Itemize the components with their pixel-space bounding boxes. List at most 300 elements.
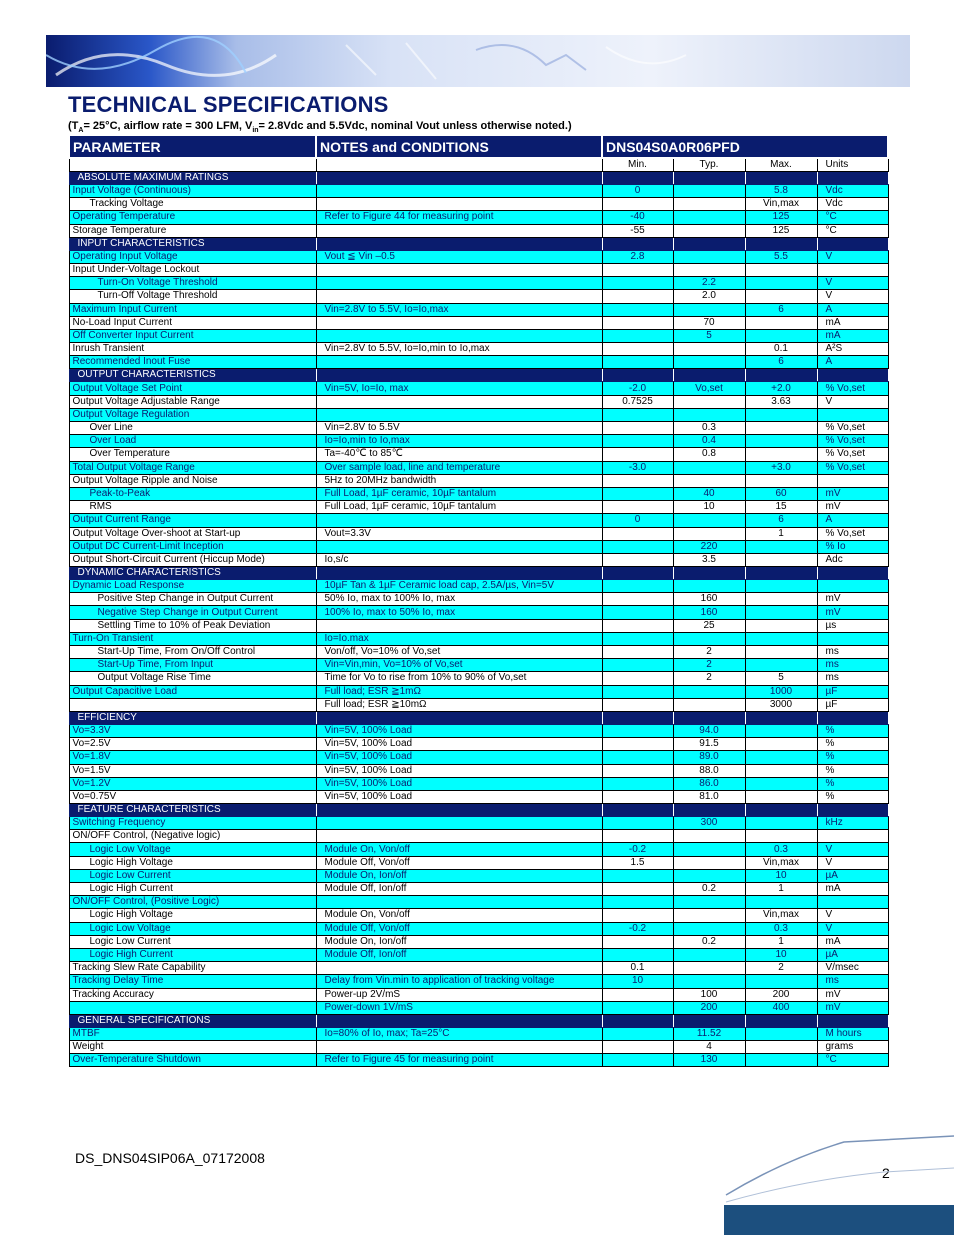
units-cell: V bbox=[817, 909, 888, 922]
typ-cell: 100 bbox=[673, 988, 745, 1001]
section-cell bbox=[673, 804, 745, 817]
units-cell bbox=[817, 408, 888, 421]
section-header-row bbox=[69, 804, 888, 817]
notes-cell: Vin=5V, 100% Load bbox=[316, 751, 602, 764]
table-row bbox=[69, 777, 888, 790]
col-max: Max. bbox=[745, 158, 817, 172]
table-row bbox=[69, 540, 888, 553]
table-row bbox=[69, 501, 888, 514]
notes-cell bbox=[316, 277, 602, 290]
param-cell: Output Voltage Over-shoot at Start-up bbox=[69, 527, 316, 540]
units-cell: °C bbox=[817, 211, 888, 224]
col-model: DNS04S0A0R06PFD bbox=[602, 135, 888, 158]
notes-cell bbox=[316, 198, 602, 211]
table-row bbox=[69, 527, 888, 540]
notes-cell: Io=Io,min to Io,max bbox=[316, 435, 602, 448]
notes-cell: Vin=2.8V to 5.5V, Io=Io,min to Io,max bbox=[316, 343, 602, 356]
param-cell: Input Voltage (Continuous) bbox=[69, 185, 316, 198]
table-row bbox=[69, 198, 888, 211]
units-cell: µs bbox=[817, 619, 888, 632]
max-cell: 5.5 bbox=[745, 250, 817, 263]
param-cell: Weight bbox=[69, 1041, 316, 1054]
typ-cell: 2 bbox=[673, 646, 745, 659]
min-cell: 0 bbox=[602, 185, 673, 198]
section-cell bbox=[316, 237, 602, 250]
units-cell: A bbox=[817, 514, 888, 527]
min-cell bbox=[602, 646, 673, 659]
param-cell: Logic High Current bbox=[69, 883, 316, 896]
max-cell: 15 bbox=[745, 501, 817, 514]
units-cell: V bbox=[817, 922, 888, 935]
units-cell: Adc bbox=[817, 553, 888, 566]
typ-cell bbox=[673, 343, 745, 356]
units-cell: V bbox=[817, 250, 888, 263]
min-cell bbox=[602, 935, 673, 948]
typ-cell bbox=[673, 474, 745, 487]
table-row bbox=[69, 764, 888, 777]
units-cell: V/msec bbox=[817, 962, 888, 975]
units-cell: % Vo,set bbox=[817, 382, 888, 395]
section-cell bbox=[316, 172, 602, 185]
units-cell: % Vo,set bbox=[817, 435, 888, 448]
notes-cell: Io=80% of Io, max; Ta=25°C bbox=[316, 1027, 602, 1040]
max-cell bbox=[745, 448, 817, 461]
notes-cell: Module Off, Ion/off bbox=[316, 883, 602, 896]
min-cell: -0.2 bbox=[602, 843, 673, 856]
table-row bbox=[69, 408, 888, 421]
typ-cell: 0.4 bbox=[673, 435, 745, 448]
table-row bbox=[69, 856, 888, 869]
units-cell: mV bbox=[817, 988, 888, 1001]
units-cell: V bbox=[817, 277, 888, 290]
param-cell bbox=[69, 698, 316, 711]
table-row bbox=[69, 948, 888, 961]
typ-cell bbox=[673, 395, 745, 408]
section-cell bbox=[817, 1014, 888, 1027]
units-cell: ms bbox=[817, 659, 888, 672]
typ-cell: 70 bbox=[673, 316, 745, 329]
typ-cell bbox=[673, 250, 745, 263]
notes-cell: Time for Vo to rise from 10% to 90% of Vo,set bbox=[316, 672, 602, 685]
min-cell bbox=[602, 356, 673, 369]
notes-cell: 10µF Tan & 1µF Ceramic load cap, 2.5A/µs, Vin=5V bbox=[316, 580, 602, 593]
max-cell: 60 bbox=[745, 487, 817, 500]
max-cell: Vin,max bbox=[745, 909, 817, 922]
max-cell bbox=[745, 1041, 817, 1054]
table-row bbox=[69, 593, 888, 606]
table-row bbox=[69, 250, 888, 263]
notes-cell: Full Load, 1µF ceramic, 10µF tantalum bbox=[316, 487, 602, 500]
param-cell: No-Load Input Current bbox=[69, 316, 316, 329]
notes-cell bbox=[316, 356, 602, 369]
min-cell bbox=[602, 198, 673, 211]
min-cell bbox=[602, 724, 673, 737]
typ-cell: 300 bbox=[673, 817, 745, 830]
notes-cell bbox=[316, 395, 602, 408]
section-header-row bbox=[69, 567, 888, 580]
max-cell: 125 bbox=[745, 211, 817, 224]
table-row bbox=[69, 329, 888, 342]
min-cell bbox=[602, 909, 673, 922]
table-row bbox=[69, 698, 888, 711]
notes-cell bbox=[316, 408, 602, 421]
table-row bbox=[69, 659, 888, 672]
param-cell: Recommended Inout Fuse bbox=[69, 356, 316, 369]
min-cell bbox=[602, 738, 673, 751]
typ-cell bbox=[673, 198, 745, 211]
min-cell: 2.8 bbox=[602, 250, 673, 263]
section-title: FEATURE CHARACTERISTICS bbox=[69, 804, 316, 817]
min-cell bbox=[602, 988, 673, 1001]
notes-cell: Power-down 1V/mS bbox=[316, 1001, 602, 1014]
table-row bbox=[69, 435, 888, 448]
table-row bbox=[69, 211, 888, 224]
max-cell: 10 bbox=[745, 869, 817, 882]
param-cell: Turn-On Transient bbox=[69, 632, 316, 645]
units-cell: A bbox=[817, 303, 888, 316]
table-row bbox=[69, 461, 888, 474]
param-cell: Logic High Voltage bbox=[69, 856, 316, 869]
section-cell bbox=[673, 237, 745, 250]
section-cell bbox=[745, 711, 817, 724]
notes-cell: Vin=Vin,min, Vo=10% of Vo,set bbox=[316, 659, 602, 672]
typ-cell: 0.2 bbox=[673, 883, 745, 896]
units-cell: % Vo,set bbox=[817, 448, 888, 461]
min-cell bbox=[602, 1001, 673, 1014]
max-cell bbox=[745, 263, 817, 276]
min-cell bbox=[602, 1054, 673, 1067]
units-cell: µF bbox=[817, 685, 888, 698]
max-cell bbox=[745, 896, 817, 909]
max-cell bbox=[745, 830, 817, 843]
param-cell: Output Voltage Rise Time bbox=[69, 672, 316, 685]
param-cell: Logic Low Current bbox=[69, 935, 316, 948]
section-cell bbox=[817, 711, 888, 724]
param-cell: Start-Up Time, From Input bbox=[69, 659, 316, 672]
max-cell: 6 bbox=[745, 356, 817, 369]
param-cell: Output Voltage Ripple and Noise bbox=[69, 474, 316, 487]
notes-cell: Vin=5V, 100% Load bbox=[316, 777, 602, 790]
typ-cell bbox=[673, 408, 745, 421]
min-cell bbox=[602, 1041, 673, 1054]
units-cell bbox=[817, 830, 888, 843]
max-cell bbox=[745, 632, 817, 645]
units-cell: kHz bbox=[817, 817, 888, 830]
typ-cell bbox=[673, 843, 745, 856]
max-cell: 0.3 bbox=[745, 843, 817, 856]
section-title: ABSOLUTE MAXIMUM RATINGS bbox=[69, 172, 316, 185]
typ-cell bbox=[673, 356, 745, 369]
section-cell bbox=[602, 567, 673, 580]
notes-cell: 5Hz to 20MHz bandwidth bbox=[316, 474, 602, 487]
param-cell: Storage Temperature bbox=[69, 224, 316, 237]
table-row bbox=[69, 303, 888, 316]
typ-cell bbox=[673, 698, 745, 711]
notes-cell: Module Off, Von/off bbox=[316, 922, 602, 935]
units-cell: % Vo,set bbox=[817, 527, 888, 540]
min-cell: -55 bbox=[602, 224, 673, 237]
typ-cell: 0.3 bbox=[673, 422, 745, 435]
max-cell: 400 bbox=[745, 1001, 817, 1014]
section-cell bbox=[817, 567, 888, 580]
notes-cell: Vin=5V, 100% Load bbox=[316, 790, 602, 803]
param-cell: Tracking Slew Rate Capability bbox=[69, 962, 316, 975]
typ-cell bbox=[673, 869, 745, 882]
table-row bbox=[69, 553, 888, 566]
units-cell: µF bbox=[817, 698, 888, 711]
units-cell: % bbox=[817, 790, 888, 803]
notes-cell: Vin=2.8V to 5.5V bbox=[316, 422, 602, 435]
col-units: Units bbox=[817, 158, 888, 172]
param-cell: Positive Step Change in Output Current bbox=[69, 593, 316, 606]
typ-cell bbox=[673, 185, 745, 198]
test-conditions: ($T_A= 25^\circ C$, airflow rate = 300 LFM, $V_{in}= 2.8Vdc$ and 5.5Vdc, nominal Vout unless otherwise noted.) bbox=[68, 120, 572, 135]
param-cell: Logic High Voltage bbox=[69, 909, 316, 922]
max-cell bbox=[745, 1054, 817, 1067]
notes-cell: 50% Io, max to 100% Io, max bbox=[316, 593, 602, 606]
table-row bbox=[69, 975, 888, 988]
table-row bbox=[69, 724, 888, 737]
units-cell: mV bbox=[817, 1001, 888, 1014]
typ-cell bbox=[673, 263, 745, 276]
min-cell bbox=[602, 277, 673, 290]
section-cell bbox=[316, 567, 602, 580]
section-cell bbox=[316, 1014, 602, 1027]
units-cell: A bbox=[817, 356, 888, 369]
section-cell bbox=[602, 237, 673, 250]
min-cell bbox=[602, 553, 673, 566]
max-cell: 6 bbox=[745, 514, 817, 527]
min-cell bbox=[602, 487, 673, 500]
param-cell: Input Under-Voltage Lockout bbox=[69, 263, 316, 276]
max-cell: 0.1 bbox=[745, 343, 817, 356]
notes-cell: Io,s/c bbox=[316, 553, 602, 566]
max-cell bbox=[745, 751, 817, 764]
max-cell bbox=[745, 975, 817, 988]
typ-cell bbox=[673, 211, 745, 224]
section-cell bbox=[316, 369, 602, 382]
notes-cell: Full Load, 1µF ceramic, 10µF tantalum bbox=[316, 501, 602, 514]
typ-cell bbox=[673, 514, 745, 527]
table-row bbox=[69, 474, 888, 487]
min-cell: 0.1 bbox=[602, 962, 673, 975]
typ-cell bbox=[673, 922, 745, 935]
notes-cell: Module Off, Von/off bbox=[316, 856, 602, 869]
min-cell bbox=[602, 698, 673, 711]
max-cell: 0.3 bbox=[745, 922, 817, 935]
param-cell: Operating Temperature bbox=[69, 211, 316, 224]
typ-cell: Vo,set bbox=[673, 382, 745, 395]
param-cell: Negative Step Change in Output Current bbox=[69, 606, 316, 619]
notes-cell: Io=Io.max bbox=[316, 632, 602, 645]
typ-cell: 2 bbox=[673, 659, 745, 672]
table-row bbox=[69, 632, 888, 645]
table-row bbox=[69, 277, 888, 290]
table-row bbox=[69, 646, 888, 659]
page-title: TECHNICAL SPECIFICATIONS bbox=[68, 92, 389, 117]
min-cell: -3.0 bbox=[602, 461, 673, 474]
max-cell bbox=[745, 277, 817, 290]
typ-cell: 0.2 bbox=[673, 935, 745, 948]
table-row bbox=[69, 263, 888, 276]
param-cell bbox=[69, 1001, 316, 1014]
units-cell bbox=[817, 474, 888, 487]
max-cell bbox=[745, 817, 817, 830]
max-cell bbox=[745, 764, 817, 777]
table-row bbox=[69, 738, 888, 751]
units-cell: ms bbox=[817, 975, 888, 988]
max-cell: 200 bbox=[745, 988, 817, 1001]
max-cell: Vin,max bbox=[745, 198, 817, 211]
param-cell: ON/OFF Control, (Positive Logic) bbox=[69, 896, 316, 909]
notes-cell bbox=[316, 185, 602, 198]
typ-cell: 4 bbox=[673, 1041, 745, 1054]
section-cell bbox=[817, 237, 888, 250]
param-cell: Turn-On Voltage Threshold bbox=[69, 277, 316, 290]
units-cell: V bbox=[817, 856, 888, 869]
max-cell bbox=[745, 435, 817, 448]
min-cell bbox=[602, 263, 673, 276]
max-cell bbox=[745, 646, 817, 659]
units-cell: V bbox=[817, 290, 888, 303]
param-cell: Dynamic Load Response bbox=[69, 580, 316, 593]
units-cell bbox=[817, 632, 888, 645]
max-cell bbox=[745, 777, 817, 790]
typ-cell: 220 bbox=[673, 540, 745, 553]
section-cell bbox=[673, 172, 745, 185]
min-cell bbox=[602, 830, 673, 843]
units-cell: mV bbox=[817, 487, 888, 500]
typ-cell: 94.0 bbox=[673, 724, 745, 737]
max-cell: 3000 bbox=[745, 698, 817, 711]
units-cell: Vdc bbox=[817, 185, 888, 198]
min-cell bbox=[602, 343, 673, 356]
section-cell bbox=[673, 1014, 745, 1027]
max-cell: 1 bbox=[745, 935, 817, 948]
table-row bbox=[69, 909, 888, 922]
typ-cell: 81.0 bbox=[673, 790, 745, 803]
min-cell: -0.2 bbox=[602, 922, 673, 935]
min-cell bbox=[602, 606, 673, 619]
table-row bbox=[69, 382, 888, 395]
max-cell: Vin,max bbox=[745, 856, 817, 869]
header-banner bbox=[46, 35, 910, 87]
banner-artwork bbox=[46, 35, 910, 87]
units-cell: mA bbox=[817, 329, 888, 342]
min-cell: 10 bbox=[602, 975, 673, 988]
typ-cell bbox=[673, 685, 745, 698]
notes-cell: Vin=5V, 100% Load bbox=[316, 764, 602, 777]
param-cell: Over Temperature bbox=[69, 448, 316, 461]
notes-cell bbox=[316, 329, 602, 342]
units-cell: ms bbox=[817, 646, 888, 659]
table-row bbox=[69, 316, 888, 329]
min-cell bbox=[602, 580, 673, 593]
max-cell bbox=[745, 290, 817, 303]
section-cell bbox=[745, 804, 817, 817]
min-cell bbox=[602, 619, 673, 632]
notes-cell bbox=[316, 830, 602, 843]
param-cell: Output Voltage Adjustable Range bbox=[69, 395, 316, 408]
table-row bbox=[69, 962, 888, 975]
units-cell: A²S bbox=[817, 343, 888, 356]
param-cell: Output Voltage Set Point bbox=[69, 382, 316, 395]
table-row bbox=[69, 869, 888, 882]
param-cell: Vo=1.8V bbox=[69, 751, 316, 764]
typ-cell bbox=[673, 224, 745, 237]
notes-cell: Module On, Von/off bbox=[316, 909, 602, 922]
section-cell bbox=[673, 567, 745, 580]
min-cell bbox=[602, 290, 673, 303]
table-row bbox=[69, 843, 888, 856]
units-cell: % bbox=[817, 751, 888, 764]
min-cell bbox=[602, 685, 673, 698]
param-cell: Total Output Voltage Range bbox=[69, 461, 316, 474]
section-title: EFFICIENCY bbox=[69, 711, 316, 724]
typ-cell bbox=[673, 580, 745, 593]
typ-cell: 2.0 bbox=[673, 290, 745, 303]
min-cell bbox=[602, 474, 673, 487]
units-cell bbox=[817, 263, 888, 276]
max-cell bbox=[745, 790, 817, 803]
max-cell bbox=[745, 619, 817, 632]
min-cell bbox=[602, 501, 673, 514]
table-header-row bbox=[69, 135, 888, 158]
max-cell bbox=[745, 606, 817, 619]
param-cell: Output DC Current-Limit Inception bbox=[69, 540, 316, 553]
section-cell bbox=[673, 711, 745, 724]
typ-cell: 130 bbox=[673, 1054, 745, 1067]
section-cell bbox=[745, 369, 817, 382]
param-cell: Tracking Delay Time bbox=[69, 975, 316, 988]
table-row bbox=[69, 1041, 888, 1054]
typ-cell: 200 bbox=[673, 1001, 745, 1014]
table-row bbox=[69, 487, 888, 500]
table-row bbox=[69, 790, 888, 803]
param-cell: Logic Low Current bbox=[69, 869, 316, 882]
min-cell bbox=[602, 316, 673, 329]
max-cell: 1000 bbox=[745, 685, 817, 698]
min-cell bbox=[602, 764, 673, 777]
min-cell bbox=[602, 593, 673, 606]
typ-cell: 160 bbox=[673, 606, 745, 619]
param-cell: Over Load bbox=[69, 435, 316, 448]
units-cell: % Vo,set bbox=[817, 422, 888, 435]
table-row bbox=[69, 1001, 888, 1014]
notes-cell: Vin=5V, 100% Load bbox=[316, 738, 602, 751]
subheader-blank-2 bbox=[316, 158, 602, 172]
typ-cell bbox=[673, 975, 745, 988]
table-row bbox=[69, 883, 888, 896]
table-row bbox=[69, 751, 888, 764]
units-cell: % Vo,set bbox=[817, 461, 888, 474]
param-cell: Maximum Input Current bbox=[69, 303, 316, 316]
section-header-row bbox=[69, 1014, 888, 1027]
param-cell: Tracking Accuracy bbox=[69, 988, 316, 1001]
units-cell: mV bbox=[817, 593, 888, 606]
min-cell bbox=[602, 751, 673, 764]
param-cell: Logic Low Voltage bbox=[69, 843, 316, 856]
max-cell: +2.0 bbox=[745, 382, 817, 395]
min-cell bbox=[602, 540, 673, 553]
table-row bbox=[69, 830, 888, 843]
min-cell bbox=[602, 303, 673, 316]
typ-cell bbox=[673, 856, 745, 869]
max-cell bbox=[745, 659, 817, 672]
notes-cell: Vout ≦ Vin –0.5 bbox=[316, 250, 602, 263]
units-cell: mV bbox=[817, 606, 888, 619]
max-cell: 5 bbox=[745, 672, 817, 685]
